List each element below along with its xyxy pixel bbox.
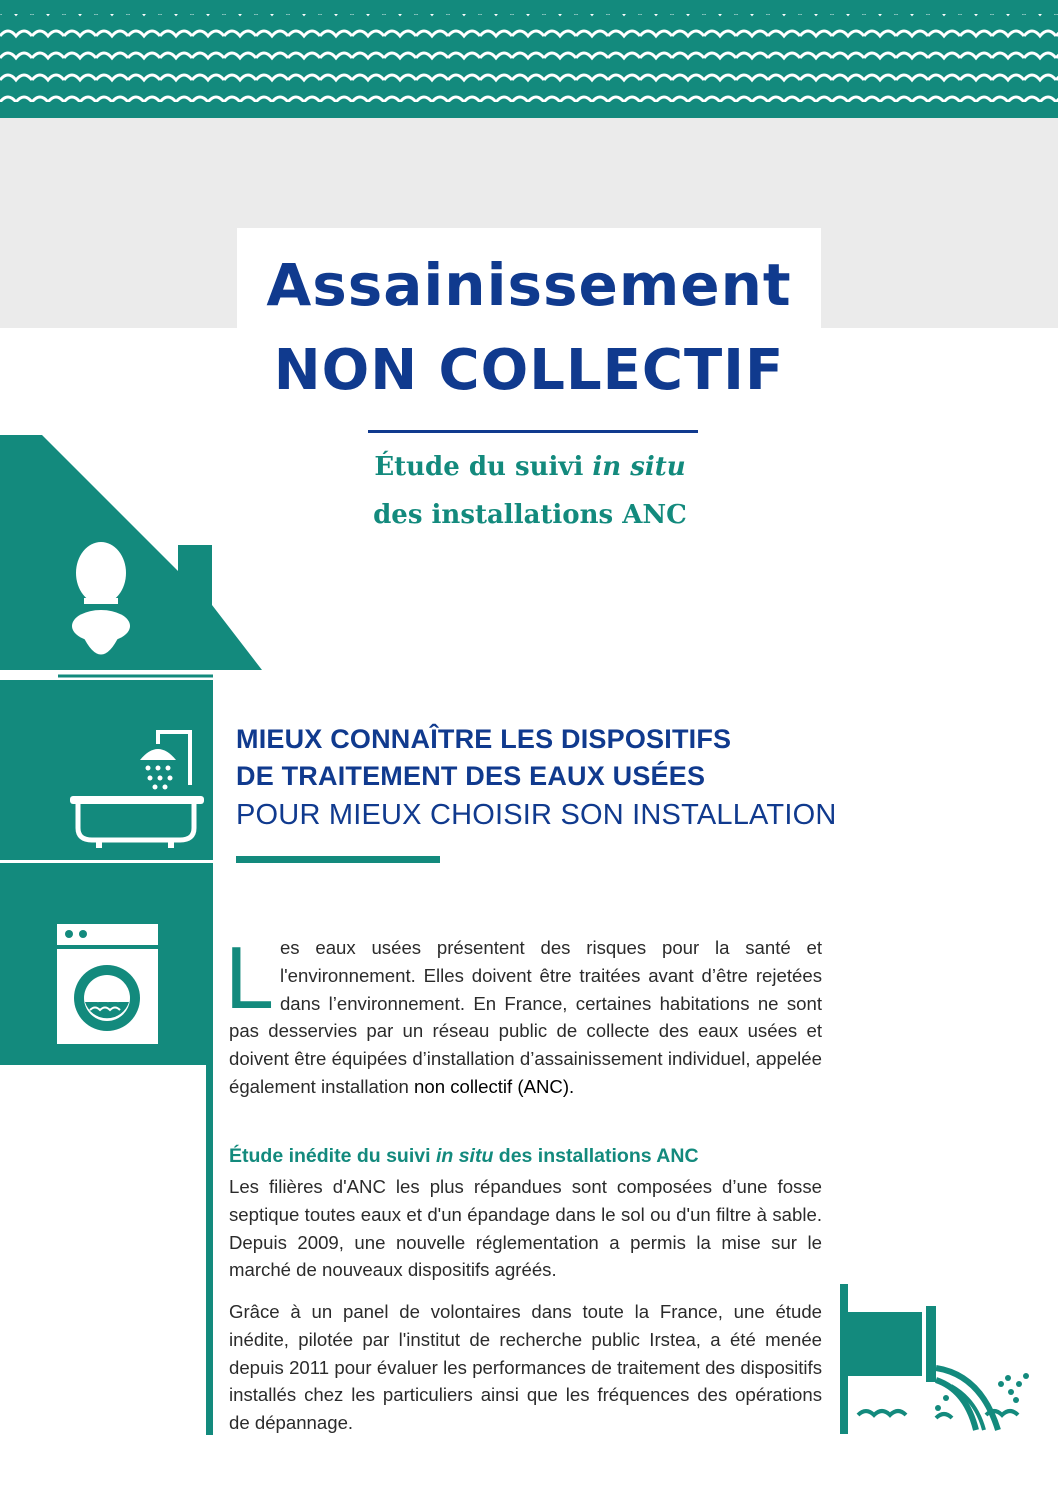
- headline-divider: [236, 856, 440, 863]
- subtitle-line-2: des installations ANC: [373, 500, 687, 530]
- pipe-water-icon: [836, 1280, 1036, 1438]
- headline-line-1: MIEUX CONNAÎTRE LES DISPOSITIFS: [236, 724, 732, 754]
- intro-paragraph: [225, 928, 822, 1101]
- section-title-a: Étude inédite du suivi: [229, 1145, 436, 1167]
- subtitle-italic: in situ: [592, 452, 686, 482]
- headline-line-3: POUR MIEUX CHOISIR SON INSTALLATION: [236, 799, 837, 831]
- section-paragraph-1: Les filières d'ANC les plus répandues sont composées d’une fosse septique toutes eaux et d'un épandage dans le sol ou d'un filtre à sable. Depuis 2009, une nouvelle réglementation a permis la mise sur le marché de nouveaux dispositifs agréés.: [229, 1176, 822, 1281]
- wave-pattern-icon: [0, 0, 1058, 118]
- section-title-c: des installations ANC: [493, 1145, 699, 1167]
- drop-cap: L: [225, 928, 274, 1027]
- subtitle-line-1: [300, 452, 760, 482]
- page-title-line-2: NON COLLECTIF: [273, 338, 785, 403]
- section-title: [229, 1145, 699, 1168]
- title-divider: [368, 430, 698, 433]
- section-title-italic: in situ: [435, 1145, 494, 1167]
- subtitle-text: Étude du suivi: [374, 452, 593, 482]
- intro-text: es eaux usées présentent des risques pour la santé et l'environnement. Elles doivent être traitées avant d’être rejetées dans l’environnement. En France, certaines habitations ne sont pas desservies par un réseau public de collecte des eaux usées et doivent être équipées d’installation d’assainissement individuel, appelée également installation: [229, 937, 822, 1097]
- page-title-line-1: Assainissement: [266, 251, 792, 319]
- headline-line-2: DE TRAITEMENT DES EAUX USÉES: [236, 761, 706, 791]
- section-paragraph-2: Grâce à un panel de volontaires dans toute la France, une étude inédite, pilotée par l'institut de recherche public Irstea, a été menée depuis 2011 pour évaluer les performances de traitement des dispositifs installés chez les particuliers ainsi que les fréquences des opérations de dépannage.: [229, 1301, 822, 1434]
- intro-term: non collectif (ANC).: [414, 1075, 575, 1097]
- washing-machine-icon: [57, 924, 158, 1044]
